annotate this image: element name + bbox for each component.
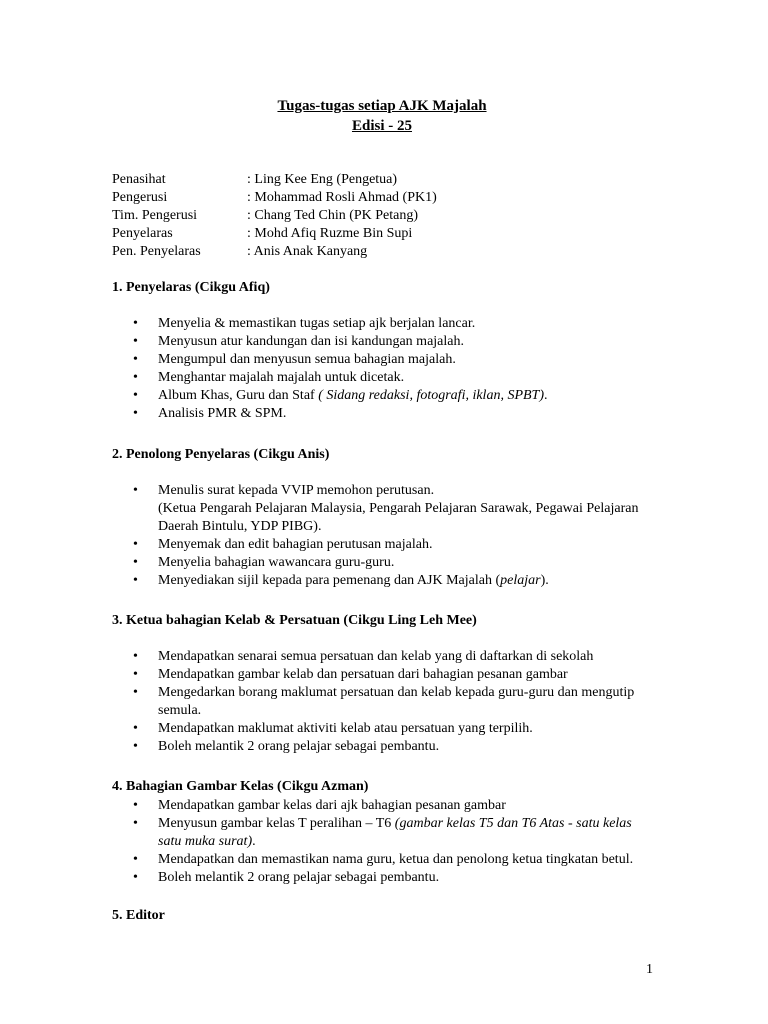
section-heading-gambar-kelas: 4. Bahagian Gambar Kelas (Cikgu Azman) — [112, 779, 369, 794]
duty-list-penolong-penyelaras — [112, 482, 652, 590]
list-item: • Mendapatkan dan memastikan nama guru, ketua dan penolong ketua tingkatan betul. — [158, 851, 652, 869]
officer-row — [112, 171, 437, 189]
officer-list — [112, 171, 437, 261]
list-item: • Boleh melantik 2 orang pelajar sebagai pembantu. — [158, 738, 652, 756]
officer-name: : Chang Ted Chin (PK Petang) — [247, 208, 419, 223]
list-item: • Menyusun gambar kelas T peralihan – T6 (gambar kelas T5 dan T6 Atas - satu kelas satu muka surat). — [158, 815, 652, 851]
list-item: • Menyelia bahagian wawancara guru-guru. — [158, 554, 652, 572]
officer-role: Pen. Penyelaras — [112, 244, 201, 259]
officer-role: Penasihat — [112, 172, 166, 187]
officer-row — [112, 189, 437, 207]
section-heading-penolong-penyelaras: 2. Penolong Penyelaras (Cikgu Anis) — [112, 447, 330, 462]
officer-row — [112, 225, 437, 243]
list-item: • Analisis PMR & SPM. — [158, 405, 652, 423]
officer-row — [112, 207, 437, 225]
section-heading-editor: 5. Editor — [112, 908, 165, 923]
list-item: • Menulis surat kepada VVIP memohon perutusan. (Ketua Pengarah Pelajaran Malaysia, Pengarah Pelajaran Sarawak, Pegawai Pelajaran Daerah Bintulu, YDP PIBG). — [158, 482, 652, 536]
page-number: 1 — [646, 962, 653, 977]
section-heading-penyelaras: 1. Penyelaras (Cikgu Afiq) — [112, 280, 270, 295]
list-item: • Menghantar majalah majalah untuk dicetak. — [158, 369, 652, 387]
list-item: • Mendapatkan senarai semua persatuan dan kelab yang di daftarkan di sekolah — [158, 648, 652, 666]
list-item: • Mengedarkan borang maklumat persatuan dan kelab kepada guru-guru dan mengutip semula. — [158, 684, 652, 720]
list-item: • Mendapatkan maklumat aktiviti kelab atau persatuan yang terpilih. — [158, 720, 652, 738]
list-item: • Mengumpul dan menyusun semua bahagian majalah. — [158, 351, 652, 369]
list-item: • Album Khas, Guru dan Staf ( Sidang redaksi, fotografi, iklan, SPBT). — [158, 387, 652, 405]
officer-role: Penyelaras — [112, 226, 173, 241]
title-block — [112, 96, 652, 136]
duty-list-kelab-persatuan — [112, 648, 652, 756]
list-item: • Menyediakan sijil kepada para pemenang dan AJK Majalah (pelajar). — [158, 572, 652, 590]
duty-list-penyelaras — [112, 315, 652, 423]
list-item: • Menyusun atur kandungan dan isi kandungan majalah. — [158, 333, 652, 351]
document-subtitle: Edisi - 25 — [351, 118, 412, 134]
list-item: • Mendapatkan gambar kelas dari ajk bahagian pesanan gambar — [158, 797, 652, 815]
officer-role: Pengerusi — [112, 190, 168, 205]
officer-role: Tim. Pengerusi — [112, 208, 198, 223]
officer-name: : Ling Kee Eng (Pengetua) — [247, 172, 398, 187]
officer-name: : Mohammad Rosli Ahmad (PK1) — [247, 190, 437, 205]
officer-name: : Mohd Afiq Ruzme Bin Supi — [247, 226, 413, 241]
list-item: • Boleh melantik 2 orang pelajar sebagai pembantu. — [158, 869, 652, 887]
section-heading-kelab-persatuan: 3. Ketua bahagian Kelab & Persatuan (Cikgu Ling Leh Mee) — [112, 613, 477, 628]
list-item: • Menyemak dan edit bahagian perutusan majalah. — [158, 536, 652, 554]
duty-list-gambar-kelas — [112, 797, 652, 887]
officer-name: : Anis Anak Kanyang — [247, 244, 368, 259]
list-item: • Mendapatkan gambar kelab dan persatuan dari bahagian pesanan gambar — [158, 666, 652, 684]
document-title: Tugas-tugas setiap AJK Majalah — [277, 98, 487, 114]
list-item: • Menyelia & memastikan tugas setiap ajk berjalan lancar. — [158, 315, 652, 333]
officer-row — [112, 243, 437, 261]
